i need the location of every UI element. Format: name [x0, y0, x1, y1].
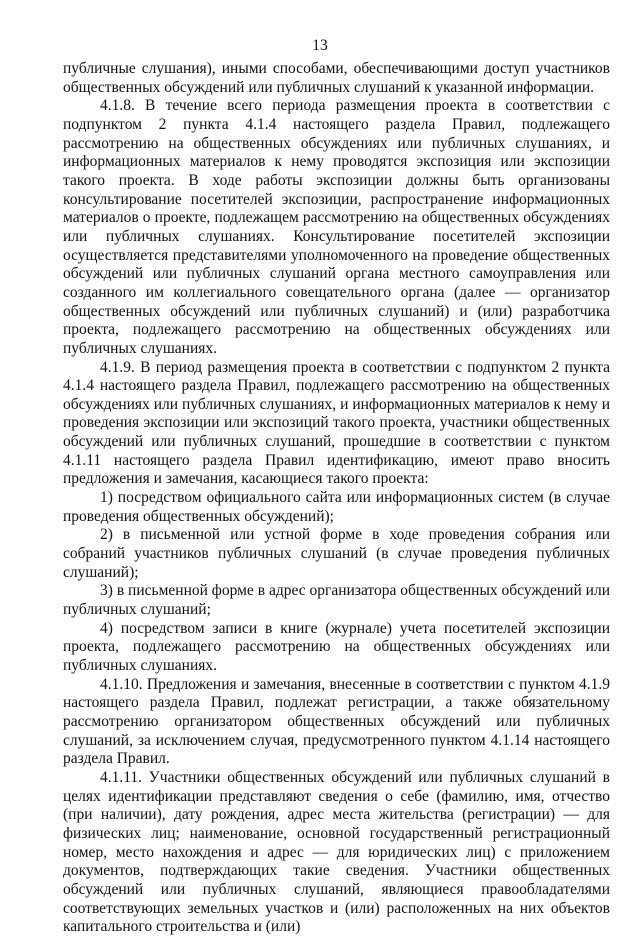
- paragraph-4-1-10: 4.1.10. Предложения и замечания, внесенные в соответствии с пунктом 4.1.9 настоящего раздела Правил, подлежат регистрации, а также обязательному рассмотрению организатором общественных обсуждений или публичных слушаний, за исключением случая, предусмотренного пунктом 4.1.14 настоящего раздела Правил.: [63, 675, 610, 768]
- paragraph-4-1-9: 4.1.9. В период размещения проекта в соответствии с подпунктом 2 пункта 4.1.4 настоящего раздела Правил, подлежащего рассмотрению на общественных обсуждениях или публичных слушаниях, и информационных материалов к нему и проведения экспозиции или экспозиций такого проекта, участники общественных обсуждений или публичных слушаний, прошедшие в соответствии с пунктом 4.1.11 настоящего раздела Правил идентификацию, имеют право вносить предложения и замечания, касающиеся такого проекта:: [63, 358, 610, 488]
- paragraph-continuation: публичные слушания), иными способами, обеспечивающими доступ участников общественных обсуждений или публичных слушаний к указанной информации.: [63, 60, 610, 96]
- list-item-3: 3) в письменной форме в адрес организатора общественных обсуждений или публичных слушаний;: [63, 582, 610, 619]
- paragraph-4-1-8: 4.1.8. В течение всего периода размещения проекта в соответствии с подпунктом 2 пункта 4.1.4 настоящего раздела Правил, подлежащего рассмотрению на общественных обсуждениях или публичных слушаниях, и информационных материалов к нему проводятся экспозиция или экспозиции такого проекта. В ходе работы экспозиции должны быть организованы консультирование посетителей экспозиции, распространение информационных материалов о проекте, подлежащем рассмотрению на общественных обсуждениях или публичных слушаниях. Консультирование посетителей экспозиции осуществляется представителями уполномоченного на проведение общественных обсуждений или публичных слушаний органа местного самоуправления или созданного им коллегиального совещательного органа (далее — организатор общественных обсуждений или публичных слушаний) и (или) разработчика проекта, подлежащего рассмотрению на общественных обсуждениях или публичных слушаниях.: [63, 97, 610, 357]
- list-item-4: 4) посредством записи в книге (журнале) учета посетителей экспозиции проекта, подлежащего рассмотрению на общественных обсуждениях или публичных слушаниях.: [63, 619, 610, 674]
- list-item-1: 1) посредством официального сайта или информационных систем (в случае проведения общественных обсуждений);: [63, 489, 610, 525]
- list-item-2: 2) в письменной или устной форме в ходе проведения собрания или собраний участников публичных слушаний (в случае проведения публичных слушаний);: [63, 526, 610, 581]
- paragraph-4-1-11: 4.1.11. Участники общественных обсуждений или публичных слушаний в целях идентификации представляют сведения о себе (фамилию, имя, отчество (при наличии), дату рождения, адрес места жительства (регистрации) — для физических лиц; наименование, основной государственный регистрационный номер, место нахождения и адрес — для юридических лиц) с приложением документов, подтверждающих такие сведения. Участники общественных обсуждений или публичных слушаний, являющиеся правообладателями соответствующих земельных участков и (или) расположенных на них объектов капитального строительства и (или): [63, 768, 610, 936]
- page-number: 13: [312, 37, 328, 54]
- document-body: [63, 60, 610, 937]
